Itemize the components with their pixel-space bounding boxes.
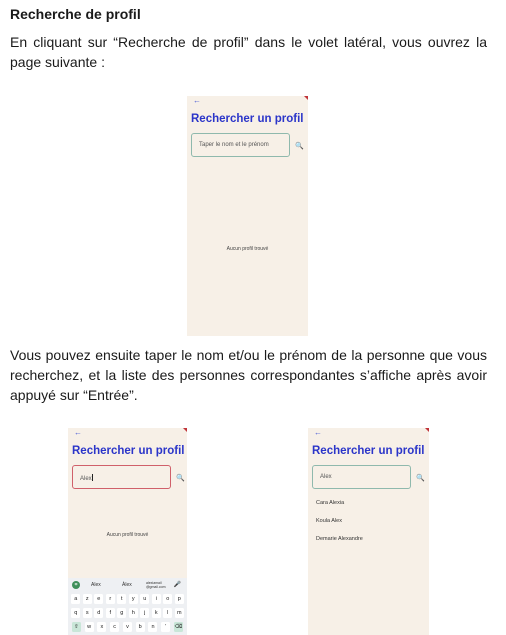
no-profile-found-message: Aucun profil trouvé — [106, 532, 149, 538]
on-screen-keyboard — [68, 578, 187, 635]
keyboard-key[interactable]: h — [129, 608, 138, 618]
search-input-value: Alex — [80, 476, 92, 482]
search-input[interactable] — [72, 465, 171, 489]
no-profile-found-message: Aucun profil trouvé — [226, 246, 269, 252]
page-title: Rechercher un profil — [312, 445, 425, 457]
keyboard-key[interactable]: i — [152, 594, 161, 604]
instructions-paragraph: Vous pouvez ensuite taper le nom et/ou le prénom de la personne que vous recherchez, et la liste des personnes correspondantes s’affiche après avoir appuyé sur “Entrée”. — [10, 347, 487, 403]
back-arrow-icon[interactable]: ← — [193, 96, 201, 105]
keyboard-key[interactable]: w — [85, 622, 94, 632]
keyboard-key[interactable]: d — [94, 608, 103, 618]
keyboard-key[interactable]: ' — [161, 622, 170, 632]
keyboard-key[interactable]: y — [129, 594, 138, 604]
corner-marker — [183, 428, 187, 432]
microphone-icon[interactable]: 🎤 — [173, 582, 181, 588]
keyboard-apps-icon[interactable]: ⌗ — [72, 581, 80, 589]
keyboard-key[interactable]: a — [71, 594, 80, 604]
corner-marker — [425, 428, 429, 432]
keyboard-row — [68, 622, 187, 632]
keyboard-key[interactable]: t — [117, 594, 126, 604]
keyboard-suggestion[interactable]: Alex — [91, 582, 101, 588]
keyboard-row — [68, 608, 187, 618]
phone-screenshot-results — [308, 428, 429, 635]
keyboard-key[interactable]: r — [106, 594, 115, 604]
text-cursor — [92, 474, 93, 481]
keyboard-key[interactable]: u — [140, 594, 149, 604]
keyboard-key[interactable]: e — [94, 594, 103, 604]
suggestion-email-line: @gmail.com — [146, 585, 166, 589]
keyboard-key[interactable]: c — [110, 622, 119, 632]
keyboard-key[interactable]: v — [123, 622, 132, 632]
suggestion-email-line: alexiamail — [146, 581, 162, 585]
keyboard-key[interactable]: g — [117, 608, 126, 618]
backspace-key[interactable]: ⌫ — [174, 624, 183, 630]
keyboard-suggestion[interactable]: Àlex — [122, 582, 132, 588]
search-input[interactable]: Alex — [312, 465, 411, 489]
search-icon[interactable]: 🔍 — [176, 475, 185, 482]
result-item[interactable]: Demarie Alexandre — [316, 536, 363, 542]
keyboard-row — [68, 594, 187, 604]
keyboard-key[interactable]: f — [106, 608, 115, 618]
keyboard-key[interactable]: o — [163, 594, 172, 604]
result-item[interactable]: Koula Alex — [316, 518, 342, 524]
keyboard-suggestion-email[interactable] — [146, 581, 166, 589]
result-item[interactable]: Cara Alexia — [316, 500, 345, 506]
intro-paragraph: En cliquant sur “Recherche de profil” dans le volet latéral, vous ouvrez la page suivante : — [10, 34, 487, 70]
section-heading: Recherche de profil — [10, 6, 141, 22]
search-input[interactable]: Taper le nom et le prénom — [191, 133, 290, 157]
search-icon[interactable]: 🔍 — [416, 475, 425, 482]
keyboard-key[interactable]: b — [136, 622, 145, 632]
keyboard-key[interactable]: n — [148, 622, 157, 632]
phone-screenshot-empty-search — [187, 96, 308, 336]
corner-marker — [304, 96, 308, 100]
search-icon[interactable]: 🔍 — [295, 143, 304, 150]
keyboard-key[interactable]: q — [71, 608, 80, 618]
phone-screenshot-typing — [68, 428, 187, 635]
keyboard-key[interactable]: x — [97, 622, 106, 632]
keyboard-key[interactable]: z — [83, 594, 92, 604]
page-title: Rechercher un profil — [191, 113, 304, 125]
keyboard-key[interactable]: j — [140, 608, 149, 618]
shift-key[interactable]: ⇧ — [72, 622, 81, 632]
back-arrow-icon[interactable]: ← — [314, 428, 322, 437]
keyboard-key[interactable]: l — [163, 608, 172, 618]
keyboard-key[interactable]: s — [83, 608, 92, 618]
keyboard-key[interactable]: k — [152, 608, 161, 618]
page-title: Rechercher un profil — [72, 445, 185, 457]
keyboard-key[interactable]: m — [175, 608, 184, 618]
keyboard-key[interactable]: p — [175, 594, 184, 604]
back-arrow-icon[interactable]: ← — [74, 428, 82, 437]
